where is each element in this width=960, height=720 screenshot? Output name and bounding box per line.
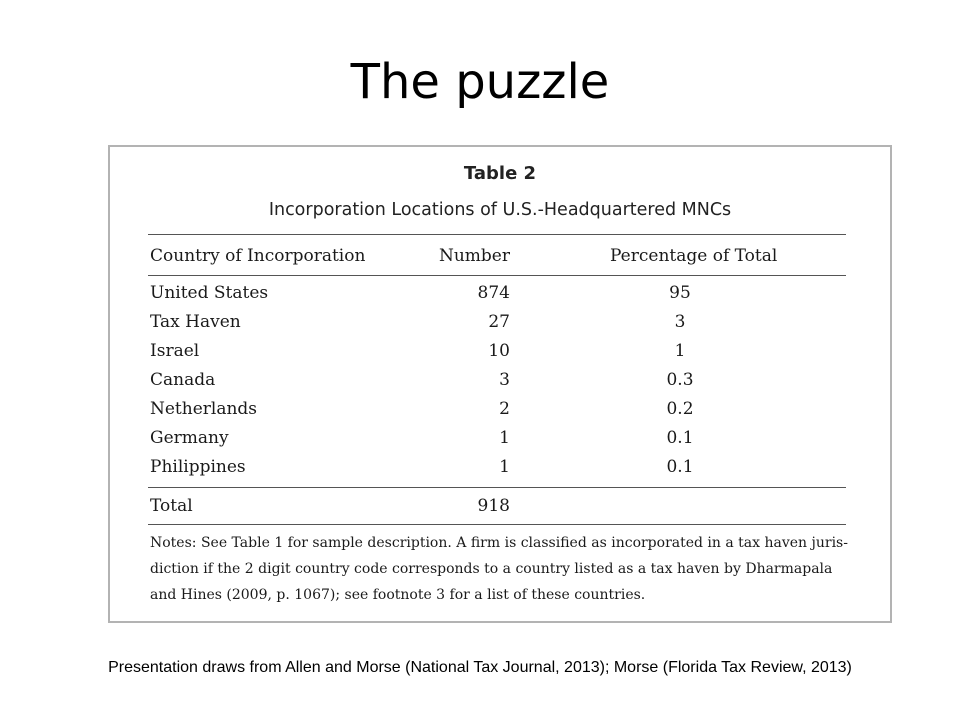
column-header-percentage: Percentage of Total [610,246,778,266]
table-notes [150,530,850,608]
table-number: Table 2 [463,163,537,184]
row-country: Netherlands [150,399,258,419]
row-number: 3 [499,370,510,390]
notes-line: diction if the 2 digit country code corresponds to a country listed as a tax haven by Dharmapala [150,561,833,577]
row-percent: 1 [674,341,686,361]
row-number: 1 [499,428,510,448]
row-percent: 0.1 [666,457,694,477]
row-country: Canada [150,370,216,390]
row-number: 874 [477,283,510,303]
notes-line: Notes: See Table 1 for sample description. A firm is classified as incorporated in a tax haven juris- [150,535,848,551]
total-rule [148,487,846,488]
top-rule [148,234,846,235]
column-header-country: Country of Incorporation [150,246,366,266]
header-rule [148,275,846,276]
source-citation: Presentation draws from Allen and Morse (National Tax Journal, 2013); Morse (Florida Tax Review, 2013) [108,659,852,676]
row-country: United States [150,283,269,303]
row-country: Germany [150,428,229,448]
table-figure [108,145,892,623]
total-label: Total [150,496,193,516]
row-percent: 0.2 [666,399,694,419]
column-header-number: Number [438,246,510,266]
total-number: 918 [477,496,510,516]
row-country: Israel [150,341,200,361]
row-country: Philippines [150,457,246,477]
notes-line: and Hines (2009, p. 1067); see footnote 3 for a list of these countries. [150,587,646,603]
row-number: 10 [488,341,510,361]
row-number: 2 [499,399,510,419]
row-number: 27 [488,312,510,332]
row-percent: 0.1 [666,428,694,448]
slide-title: The puzzle [350,54,610,110]
row-percent: 0.3 [666,370,694,390]
row-percent: 95 [669,283,691,303]
row-country: Tax Haven [150,312,241,332]
row-number: 1 [499,457,510,477]
row-percent: 3 [674,312,686,332]
notes-rule [148,524,846,525]
table-caption: Incorporation Locations of U.S.-Headquartered MNCs [268,200,732,220]
